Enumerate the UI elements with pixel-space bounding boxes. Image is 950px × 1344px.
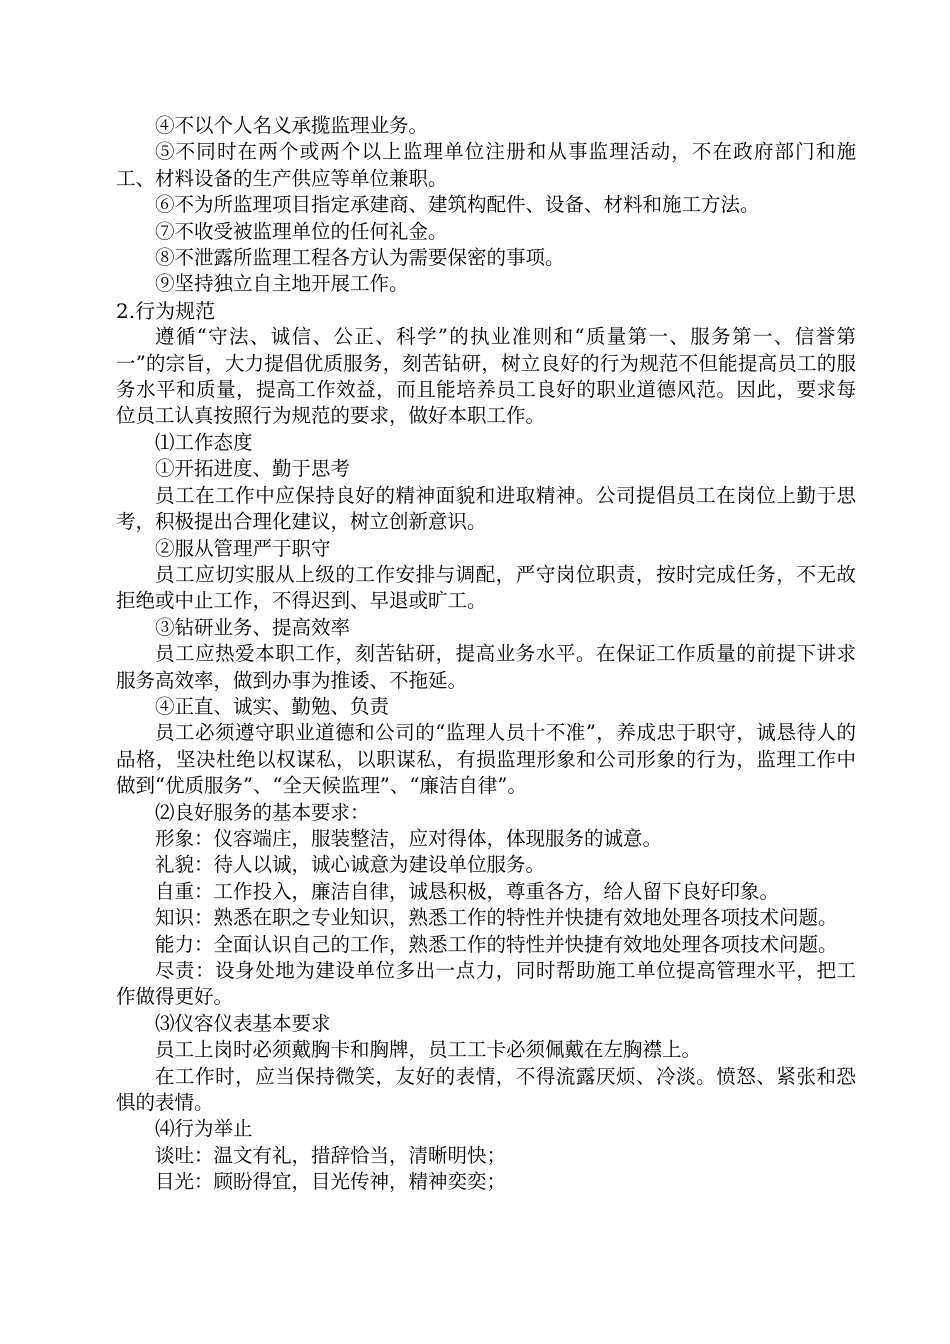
body-paragraph: 礼貌：待人以诚，诚心诚意为建设单位服务。 <box>155 853 546 877</box>
body-paragraph: 知识：熟悉在职之专业知识，熟悉工作的特性并快捷有效地处理各项技术问题。 <box>155 906 838 930</box>
list-item: ①开拓进度、勤于思考 <box>155 457 351 481</box>
body-paragraph: 员工在工作中应保持良好的精神面貌和进取精神。公司提倡员工在岗位上勤于思考，积极提出合理化建议，树立创新意识。 <box>116 483 856 534</box>
body-paragraph: 在工作时，应当保持微笑，友好的表情，不得流露厌烦、冷淡。愤怒、紧张和恐惧的表情。 <box>116 1064 856 1115</box>
body-paragraph: 员工上岗时必须戴胸卡和胸牌，员工工卡必须佩戴在左胸襟上。 <box>155 1038 702 1062</box>
list-item: ⑥不为所监理项目指定承建商、建筑构配件、设备、材料和施工方法。 <box>155 193 760 217</box>
list-item: ④不以个人名义承揽监理业务。 <box>155 114 429 137</box>
body-paragraph: 目光：顾盼得宜，目光传神，精神奕奕； <box>155 1170 507 1194</box>
list-item: ⑦不收受被监理单位的任何礼金。 <box>155 219 448 243</box>
body-paragraph: 员工应切实服从上级的工作安排与调配，严守岗位职责，按时完成任务，不无故拒绝或中止工作，不得迟到、早退或旷工。 <box>116 562 856 613</box>
list-item: ③钻研业务、提高效率 <box>155 615 351 639</box>
subsection-heading: ⑷行为举止 <box>155 1117 253 1141</box>
body-paragraph: 谈吐：温文有礼，措辞恰当，清晰明快； <box>155 1143 507 1167</box>
section-heading: 2.行为规范 <box>116 298 216 323</box>
subsection-heading: ⑶仪容仪表基本要求 <box>155 1011 331 1035</box>
list-item: ⑧不泄露所监理工程各方认为需要保密的事项。 <box>155 246 565 270</box>
list-item: ⑨坚持独立自主地开展工作。 <box>155 272 409 296</box>
list-item: ④正直、诚实、勤勉、负责 <box>155 694 390 718</box>
body-paragraph: 能力：全面认识自己的工作，熟悉工作的特性并快捷有效地处理各项技术问题。 <box>155 932 838 956</box>
body-paragraph: 形象：仪容端庄，服装整洁，应对得体，体现服务的诚意。 <box>155 826 663 850</box>
list-item: ⑤不同时在两个或两个以上监理单位注册和从事监理活动，不在政府部门和施工、材料设备的生产供应等单位兼职。 <box>116 140 856 190</box>
list-item: ②服从管理严于职守 <box>155 536 331 560</box>
document-page <box>116 113 856 1196</box>
body-paragraph: 遵循“守法、诚信、公正、科学”的执业准则和“质量第一、服务第一、信誉第一”的宗旨，大力提倡优质服务，刻苦钻研，树立良好的行为规范不但能提高员工的服务水平和质量，提高工作效益，而且能培养员工良好的职业道德风范。因此，要求每位员工认真按照行为规范的要求，做好本职工作。 <box>116 325 856 428</box>
subsection-heading: ⑵良好服务的基本要求： <box>155 800 370 824</box>
body-paragraph: 员工应热爱本职工作，刻苦钻研，提高业务水平。在保证工作质量的前提下讲求服务高效率，做到办事为推诿、不拖延。 <box>116 642 856 692</box>
body-paragraph: 尽责：设身处地为建设单位多出一点力，同时帮助施工单位提高管理水平，把工作做得更好。 <box>116 959 856 1009</box>
subsection-heading: ⑴工作态度 <box>155 430 253 454</box>
body-paragraph: 自重：工作投入，廉洁自律，诚恳积极，尊重各方，给人留下良好印象。 <box>155 879 780 903</box>
body-paragraph: 员工必须遵守职业道德和公司的“监理人员十不准”，养成忠于职守，诚恳待人的品格，坚决杜绝以权谋私，以职谋私，有损监理形象和公司形象的行为，监理工作中做到“优质服务”、“全天候监理”、“廉洁自律”。 <box>116 721 856 798</box>
